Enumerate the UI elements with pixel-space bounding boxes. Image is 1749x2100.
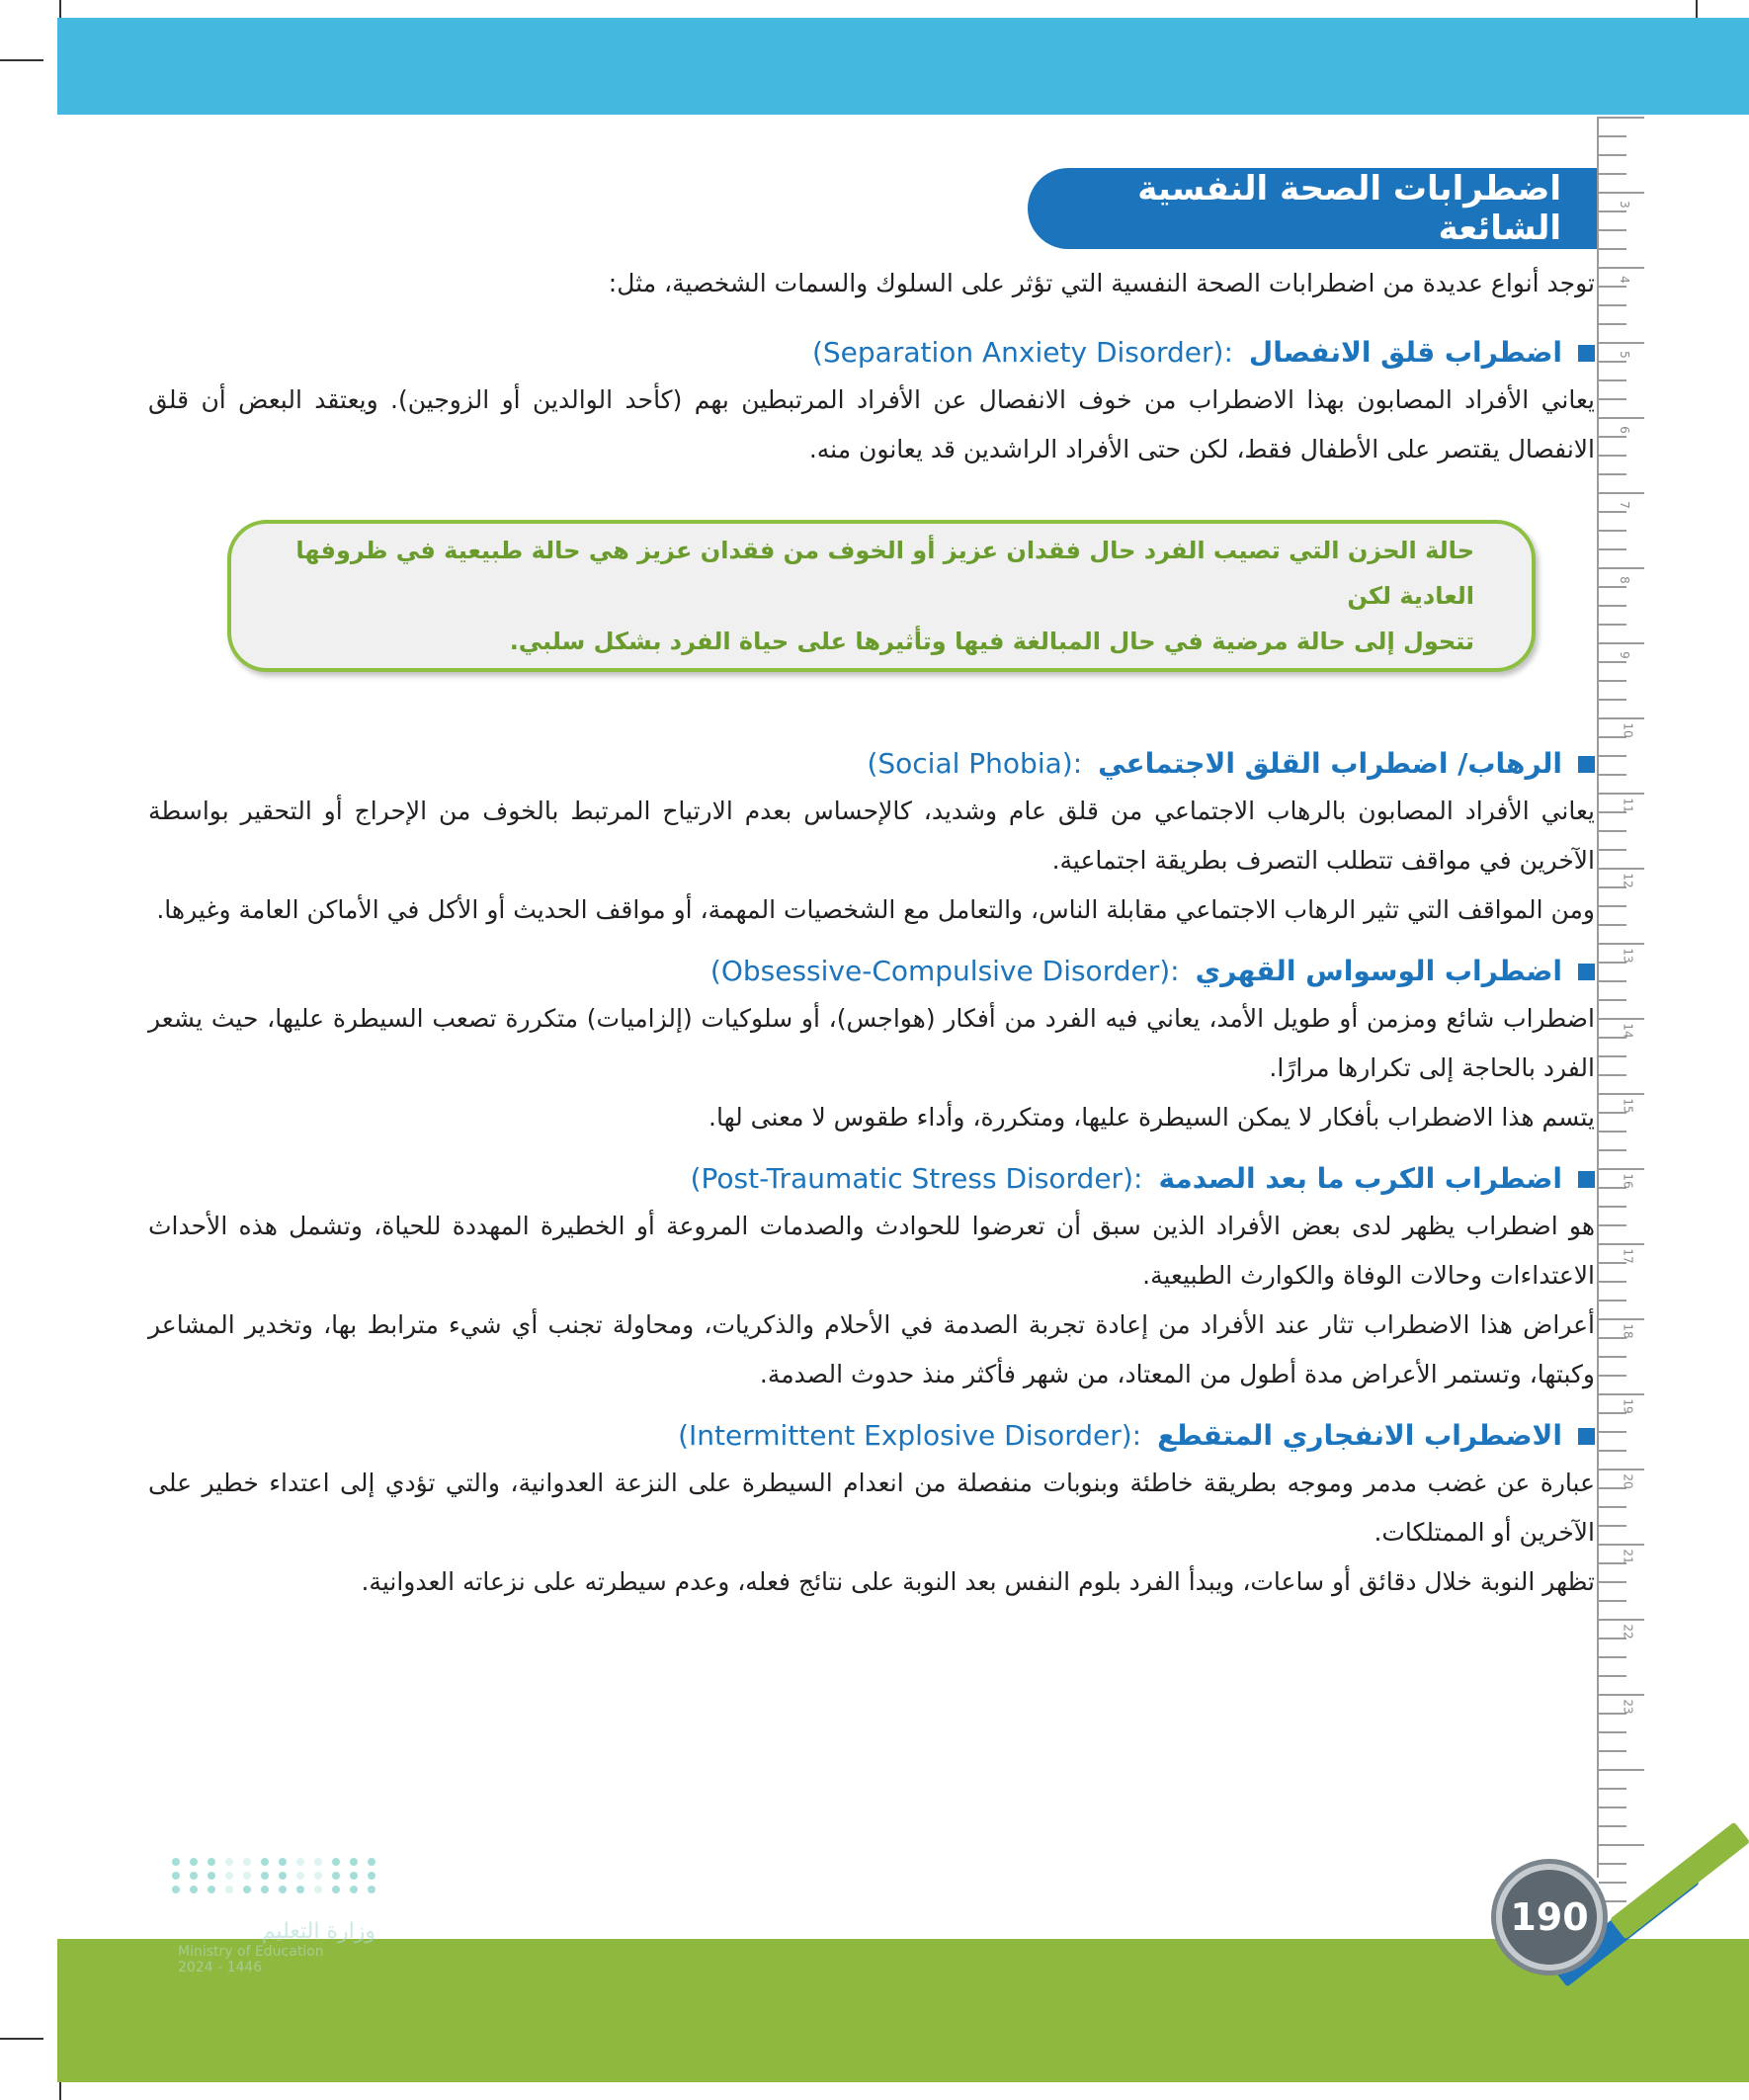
ruler-number: 5 [1617, 351, 1631, 359]
logo-dot [225, 1886, 233, 1893]
ruler-tick [1599, 248, 1626, 250]
ruler-tick [1599, 1431, 1626, 1433]
logo-dot [332, 1858, 340, 1866]
ruler-tick [1599, 605, 1626, 607]
ruler-tick [1599, 1525, 1626, 1527]
callout-line: تتحول إلى حالة مرضية في حال المبالغة فيها وتأثيرها على حياة الفرد بشكل سلبي. [509, 628, 1474, 655]
logo-dot [190, 1886, 198, 1893]
section-paragraph: هو اضطراب يظهر لدى بعض الأفراد الذين سبق أن تعرضوا للحوادث والصدمات المروعة أو الخطيرة المهددة للحياة، وتشمل هذه الأحداث الاعتداءات وحالات الوفاة والكوارث الطبيعية. [148, 1212, 1595, 1290]
logo-dot [243, 1872, 251, 1880]
logo-dot [243, 1858, 251, 1866]
heading-ar: الاضطراب الانفجاري المتقطع [1157, 1419, 1562, 1452]
logo-dot [296, 1858, 304, 1866]
ruler-number: 13 [1621, 948, 1635, 964]
ruler-number: 19 [1621, 1398, 1635, 1414]
ruler-number: 10 [1621, 722, 1635, 738]
logo-dot [332, 1872, 340, 1880]
ruler-tick [1599, 849, 1626, 851]
ruler-tick [1599, 455, 1626, 457]
ruler-tick [1599, 1450, 1626, 1452]
callout-line: حالة الحزن التي تصيب الفرد حال فقدان عزيز أو الخوف من فقدان عزيز هي حالة طبيعية في ظروفها العادية لكن [295, 537, 1474, 610]
ruler-tick [1599, 1093, 1644, 1095]
ruler-number: 17 [1621, 1248, 1635, 1264]
heading-en: (Obsessive-Compulsive Disorder): [709, 955, 1180, 987]
logo-dot [332, 1886, 340, 1893]
ruler-tick [1599, 1600, 1626, 1602]
square-bullet-icon [1578, 1171, 1595, 1188]
ruler-tick [1599, 905, 1626, 907]
ruler-tick [1599, 830, 1626, 832]
ruler-tick [1599, 1825, 1626, 1827]
ruler-tick [1599, 1168, 1644, 1170]
ruler-tick [1599, 1769, 1644, 1771]
ruler-tick [1599, 1318, 1644, 1320]
section-heading-ptsd [148, 1156, 1595, 1202]
heading-ar: اضطراب قلق الانفصال [1248, 336, 1562, 369]
ruler-tick [1599, 548, 1626, 550]
page-number: 190 [1510, 1895, 1589, 1939]
ruler-tick [1599, 717, 1644, 719]
logo-year: 2024 - 1446 [178, 1960, 263, 1975]
ruler-tick [1599, 642, 1644, 644]
page-number-badge [1496, 1864, 1603, 1971]
ruler-tick [1599, 1149, 1626, 1151]
ruler-tick [1599, 436, 1626, 438]
ruler-tick [1599, 1224, 1626, 1226]
section-heading-social-phobia [148, 741, 1595, 787]
logo-dots-icon [178, 1858, 375, 1893]
callout-box [227, 520, 1536, 672]
logo-name-ar: وزارة التعليم [261, 1919, 375, 1944]
logo-dot [172, 1886, 180, 1893]
logo-dot [261, 1886, 269, 1893]
ruler-tick [1599, 1469, 1644, 1470]
section-heading-ocd [148, 949, 1595, 994]
ruler-tick [1599, 1694, 1644, 1696]
section-heading-separation-anxiety [148, 330, 1595, 376]
ruler-number: 7 [1617, 501, 1631, 509]
logo-dot [368, 1886, 375, 1893]
ruler-tick [1599, 210, 1626, 212]
ruler-tick [1599, 511, 1626, 513]
ministry-logo [178, 1858, 375, 2016]
logo-dot [350, 1886, 358, 1893]
ruler-tick [1599, 1206, 1626, 1208]
ruler-number: 11 [1621, 798, 1635, 813]
logo-dot [243, 1886, 251, 1893]
ruler-tick [1599, 1243, 1644, 1245]
logo-dot [208, 1872, 215, 1880]
ruler-tick [1599, 755, 1626, 757]
ruler-tick [1599, 1131, 1626, 1133]
ruler-number: 4 [1617, 276, 1631, 284]
heading-en: (Separation Anxiety Disorder): [811, 336, 1233, 369]
section-paragraph: اضطراب شائع ومزمن أو طويل الأمد، يعاني فيه الفرد من أفكار (هواجس)، أو سلوكيات (إلزاميات) متكررة تصعب السيطرة عليها، حيث يشعر الفرد بالحاجة إلى تكرارها مرارًا. [148, 1004, 1595, 1082]
ruler-tick [1599, 624, 1626, 626]
square-bullet-icon [1578, 756, 1595, 773]
section-heading-ied [148, 1413, 1595, 1459]
ruler-tick [1599, 361, 1626, 363]
logo-dot [314, 1858, 322, 1866]
logo-dot [190, 1872, 198, 1880]
ruler-number: 12 [1621, 873, 1635, 888]
side-ruler [1597, 117, 1696, 1878]
section-paragraph: ومن المواقف التي تثير الرهاب الاجتماعي مقابلة الناس، والتعامل مع الشخصيات المهمة، أو مواقف الحديث أو الأكل في الأماكن العامة وغيرها. [156, 895, 1595, 924]
logo-dot [314, 1886, 322, 1893]
heading-ar: الرهاب/ اضطراب القلق الاجتماعي [1098, 747, 1562, 780]
logo-dot [368, 1872, 375, 1880]
heading-ar: اضطراب الوسواس القهري [1195, 955, 1562, 987]
ruler-tick [1599, 1882, 1626, 1884]
logo-dot [314, 1872, 322, 1880]
square-bullet-icon [1578, 345, 1595, 362]
ruler-tick [1599, 1506, 1626, 1508]
ruler-number: 14 [1621, 1023, 1635, 1039]
ruler-number: 8 [1617, 576, 1631, 584]
ruler-tick [1599, 1393, 1644, 1395]
logo-dot [261, 1872, 269, 1880]
ruler-tick [1599, 117, 1644, 119]
ruler-tick [1599, 1544, 1644, 1546]
intro-paragraph: توجد أنواع عديدة من اضطرابات الصحة النفسية التي تؤثر على السلوك والسمات الشخصية، مثل: [608, 269, 1595, 297]
ruler-tick [1599, 1900, 1626, 1902]
ruler-tick [1599, 1055, 1626, 1057]
logo-dot [279, 1886, 287, 1893]
ruler-tick [1599, 943, 1644, 945]
heading-en: (Post-Traumatic Stress Disorder): [690, 1162, 1143, 1195]
section-paragraph: عبارة عن غضب مدمر وموجه بطريقة خاطئة وبنوبات منفصلة من انعدام السيطرة على النزعة العدوانية، والتي تؤدي إلى اعتداء خطير على الآخرين أو الممتلكات. [148, 1469, 1595, 1547]
ruler-tick [1599, 924, 1626, 926]
logo-dot [172, 1858, 180, 1866]
ruler-tick [1599, 1281, 1626, 1283]
ruler-tick [1599, 699, 1626, 701]
ruler-number: 9 [1617, 651, 1631, 659]
section-paragraph: يتسم هذا الاضطراب بأفكار لا يمكن السيطرة عليها، ومتكررة، وأداء طقوس لا معنى لها. [708, 1103, 1595, 1132]
ruler-tick [1599, 154, 1626, 156]
logo-dot [296, 1886, 304, 1893]
logo-dot [279, 1858, 287, 1866]
ruler-tick [1599, 173, 1626, 175]
ruler-tick [1599, 379, 1626, 381]
crop-mark [0, 2038, 43, 2040]
heading-en: (Social Phobia): [867, 747, 1083, 780]
ruler-tick [1599, 304, 1626, 306]
section-paragraph: يعاني الأفراد المصابون بالرهاب الاجتماعي من قلق عام وشديد، كالإحساس بعدم الارتياح المرتبط بالخوف من الإحراج أو التحقير بواسطة الآخرين في مواقف تتطلب التصرف بطريقة اجتماعية. [148, 797, 1595, 875]
ruler-tick [1599, 680, 1626, 682]
ruler-tick [1599, 1788, 1626, 1790]
logo-dot [172, 1872, 180, 1880]
ruler-number: 20 [1621, 1473, 1635, 1489]
logo-dot [350, 1858, 358, 1866]
ruler-tick [1599, 1356, 1626, 1358]
ruler-tick [1599, 1750, 1626, 1752]
logo-dot [225, 1858, 233, 1866]
crop-mark [0, 59, 43, 61]
section-title-text: اضطرابات الصحة النفسية الشائعة [1137, 169, 1561, 248]
logo-dot [296, 1872, 304, 1880]
logo-dot [368, 1858, 375, 1866]
ruler-tick [1599, 1656, 1626, 1658]
ruler-tick [1599, 342, 1644, 344]
ruler-tick [1599, 868, 1644, 870]
ruler-tick [1599, 774, 1626, 776]
ruler-tick [1599, 1375, 1626, 1377]
logo-dot [208, 1886, 215, 1893]
logo-dot [279, 1872, 287, 1880]
ruler-tick [1599, 793, 1644, 795]
ruler-tick [1599, 1581, 1626, 1583]
ruler-tick [1599, 1863, 1626, 1865]
ruler-tick [1599, 999, 1626, 1001]
ruler-tick [1599, 417, 1644, 419]
ruler-tick [1599, 323, 1626, 325]
square-bullet-icon [1578, 1428, 1595, 1445]
ruler-tick [1599, 1675, 1626, 1677]
logo-name-en: Ministry of Education [178, 1944, 324, 1960]
ruler-number: 18 [1621, 1323, 1635, 1339]
logo-dot [350, 1872, 358, 1880]
ruler-tick [1599, 398, 1626, 400]
ruler-tick [1599, 1018, 1644, 1020]
ruler-number: 16 [1621, 1173, 1635, 1189]
section-paragraph: تظهر النوبة خلال دقائق أو ساعات، ويبدأ الفرد بلوم النفس بعد النوبة على نتائج فعله، وعدم سيطرته على نزعاته العدوانية. [361, 1567, 1595, 1596]
ruler-tick [1599, 267, 1644, 269]
ruler-number: 3 [1617, 201, 1631, 209]
main-content [148, 259, 1595, 1607]
ruler-tick [1599, 661, 1626, 663]
ruler-tick [1599, 492, 1644, 494]
ruler-tick [1599, 1806, 1626, 1808]
ruler-tick [1599, 229, 1626, 231]
ruler-tick [1599, 1300, 1626, 1302]
ruler-tick [1599, 192, 1644, 194]
section-paragraph: يعاني الأفراد المصابون بهذا الاضطراب من خوف الانفصال عن الأفراد المرتبطين بهم (كأحد الوالدين أو الزوجين). ويعتقد البعض أن قلق الانفصال يقتصر على الأطفال فقط، لكن حتى الأفراد الراشدين قد يعانون منه. [148, 385, 1595, 463]
logo-dot [208, 1858, 215, 1866]
ruler-tick [1599, 530, 1626, 532]
ruler-number: 21 [1621, 1549, 1635, 1564]
ruler-tick [1599, 1074, 1626, 1076]
ruler-tick [1599, 980, 1626, 982]
ruler-number: 15 [1621, 1098, 1635, 1114]
logo-dot [225, 1872, 233, 1880]
ruler-tick [1599, 567, 1644, 569]
square-bullet-icon [1578, 964, 1595, 980]
ruler-tick [1599, 473, 1626, 475]
ruler-tick [1599, 1844, 1644, 1846]
ruler-tick [1599, 586, 1626, 588]
ruler-tick [1599, 1731, 1626, 1733]
ruler-number: 6 [1617, 426, 1631, 434]
logo-dot [190, 1858, 198, 1866]
section-paragraph: أعراض هذا الاضطراب تثار عند الأفراد من إعادة تجربة الصدمة في الأحلام والذكريات، ومحاولة تجنب أي شيء مترابط بها، وتخدير المشاعر وكبتها، وتستمر الأعراض مدة أطول من المعتاد، من شهر فأكثر منذ حدوث الصدمة. [148, 1310, 1595, 1388]
logo-dot [261, 1858, 269, 1866]
section-title [1028, 168, 1597, 249]
heading-en: (Intermittent Explosive Disorder): [678, 1419, 1142, 1452]
ruler-tick [1599, 1619, 1644, 1621]
top-color-band [57, 18, 1749, 115]
ruler-number: 23 [1621, 1699, 1635, 1715]
ruler-tick [1599, 286, 1626, 288]
ruler-number: 22 [1621, 1624, 1635, 1639]
ruler-tick [1599, 135, 1626, 137]
heading-ar: اضطراب الكرب ما بعد الصدمة [1158, 1162, 1562, 1195]
